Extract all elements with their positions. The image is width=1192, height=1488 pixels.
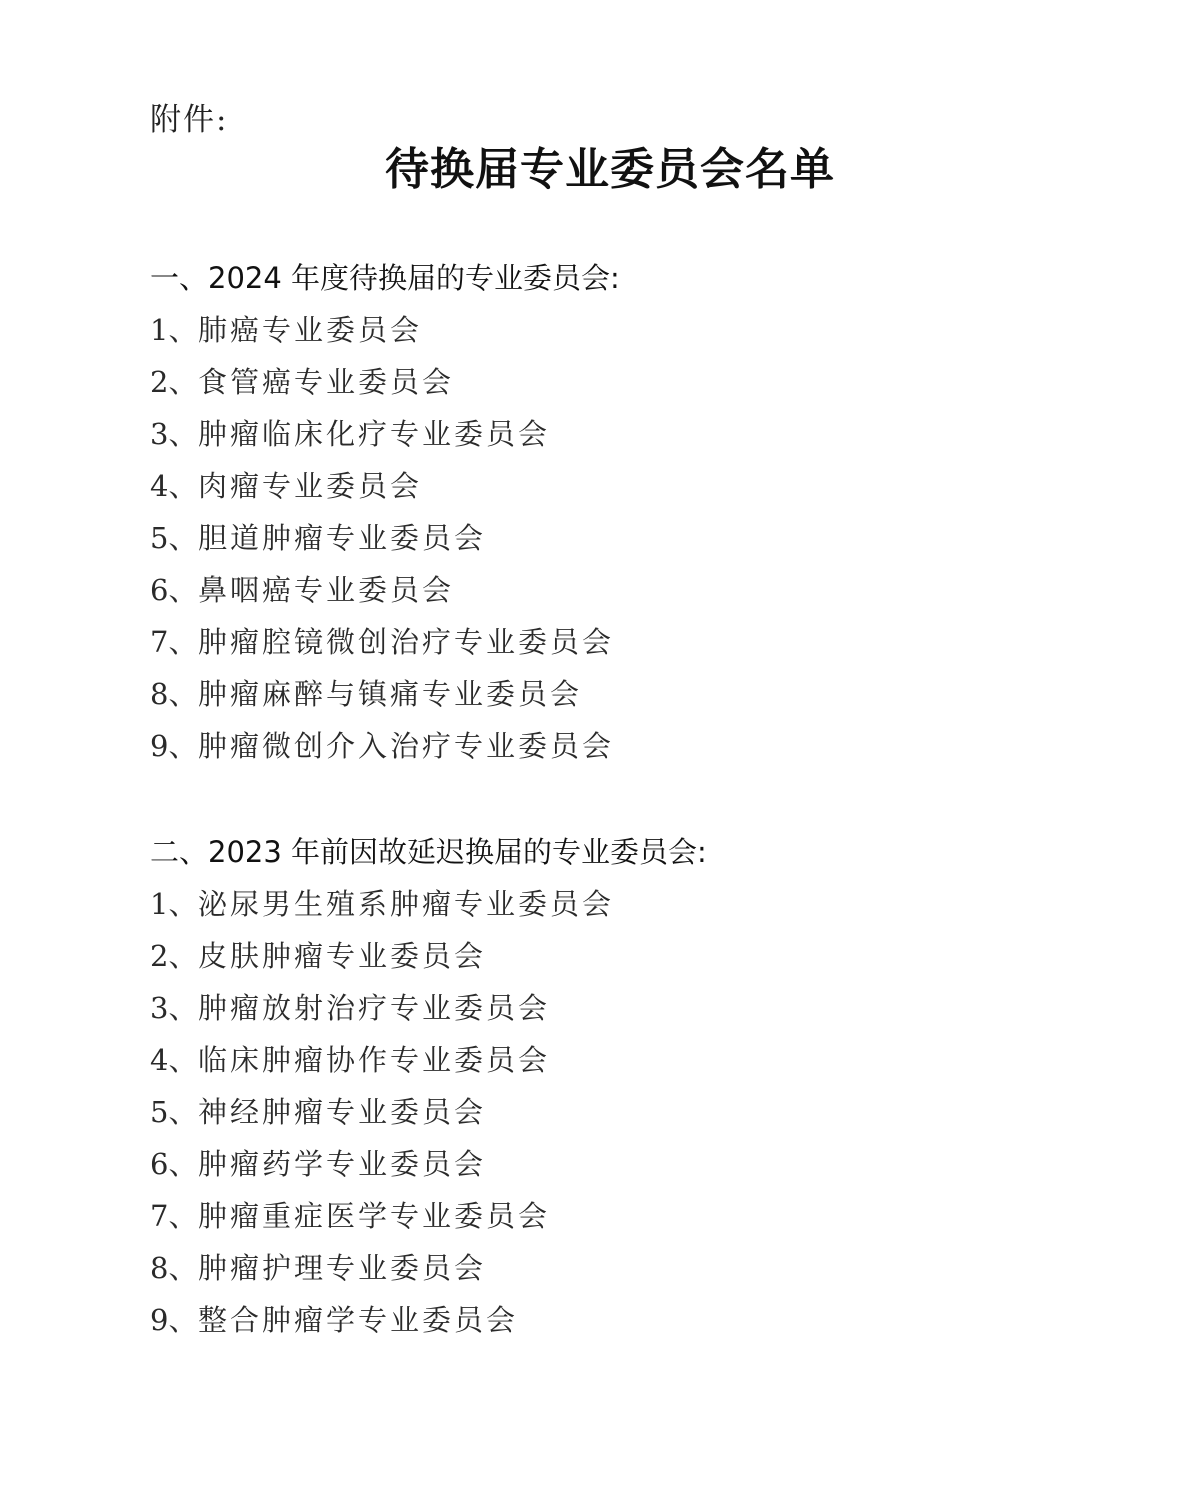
committee-name: 整合肿瘤学专业委员会 (198, 1303, 519, 1337)
committee-list (150, 882, 707, 1350)
list-item (150, 360, 620, 412)
committee-name: 泌尿男生殖系肿瘤专业委员会 (198, 887, 615, 921)
item-number: 1、 (150, 313, 198, 347)
committee-name: 肿瘤腔镜微创治疗专业委员会 (198, 625, 615, 659)
section-heading: 一、2024 年度待换届的专业委员会: (150, 261, 620, 295)
committee-name: 肺癌专业委员会 (198, 313, 423, 347)
committee-name: 肉瘤专业委员会 (198, 469, 423, 503)
committee-list (150, 308, 620, 776)
item-number: 3、 (150, 417, 198, 451)
list-item (150, 1246, 707, 1298)
list-item (150, 672, 620, 724)
committee-name: 鼻咽癌专业委员会 (198, 573, 455, 607)
committee-name: 临床肿瘤协作专业委员会 (198, 1043, 551, 1077)
document-title: 待换届专业委员会名单 (385, 144, 835, 195)
item-number: 6、 (150, 1147, 198, 1181)
committee-name: 肿瘤药学专业委员会 (198, 1147, 487, 1181)
item-number: 5、 (150, 521, 198, 555)
item-number: 4、 (150, 469, 198, 503)
item-number: 8、 (150, 677, 198, 711)
list-item (150, 882, 707, 934)
list-item (150, 724, 620, 776)
committee-name: 肿瘤护理专业委员会 (198, 1251, 487, 1285)
list-item (150, 464, 620, 516)
section-2023-delayed (150, 830, 707, 1350)
list-item (150, 986, 707, 1038)
list-item (150, 568, 620, 620)
section-2024 (150, 256, 620, 776)
list-item (150, 1142, 707, 1194)
committee-name: 肿瘤麻醉与镇痛专业委员会 (198, 677, 583, 711)
item-number: 2、 (150, 939, 198, 973)
list-item (150, 1298, 707, 1350)
item-number: 5、 (150, 1095, 198, 1129)
list-item (150, 308, 620, 360)
committee-name: 胆道肿瘤专业委员会 (198, 521, 487, 555)
committee-name: 肿瘤重症医学专业委员会 (198, 1199, 551, 1233)
committee-name: 神经肿瘤专业委员会 (198, 1095, 487, 1129)
list-item (150, 620, 620, 672)
committee-name: 肿瘤微创介入治疗专业委员会 (198, 729, 615, 763)
item-number: 1、 (150, 887, 198, 921)
item-number: 9、 (150, 729, 198, 763)
attachment-label: 附件: (150, 102, 229, 138)
committee-name: 皮肤肿瘤专业委员会 (198, 939, 487, 973)
list-item (150, 1038, 707, 1090)
item-number: 3、 (150, 991, 198, 1025)
committee-name: 肿瘤临床化疗专业委员会 (198, 417, 551, 451)
list-item (150, 934, 707, 986)
item-number: 6、 (150, 573, 198, 607)
list-item (150, 516, 620, 568)
item-number: 7、 (150, 1199, 198, 1233)
list-item (150, 1194, 707, 1246)
list-item (150, 412, 620, 464)
committee-name: 食管癌专业委员会 (198, 365, 455, 399)
committee-name: 肿瘤放射治疗专业委员会 (198, 991, 551, 1025)
item-number: 4、 (150, 1043, 198, 1077)
item-number: 7、 (150, 625, 198, 659)
section-heading: 二、2023 年前因故延迟换届的专业委员会: (150, 835, 707, 869)
item-number: 9、 (150, 1303, 198, 1337)
item-number: 2、 (150, 365, 198, 399)
item-number: 8、 (150, 1251, 198, 1285)
list-item (150, 1090, 707, 1142)
